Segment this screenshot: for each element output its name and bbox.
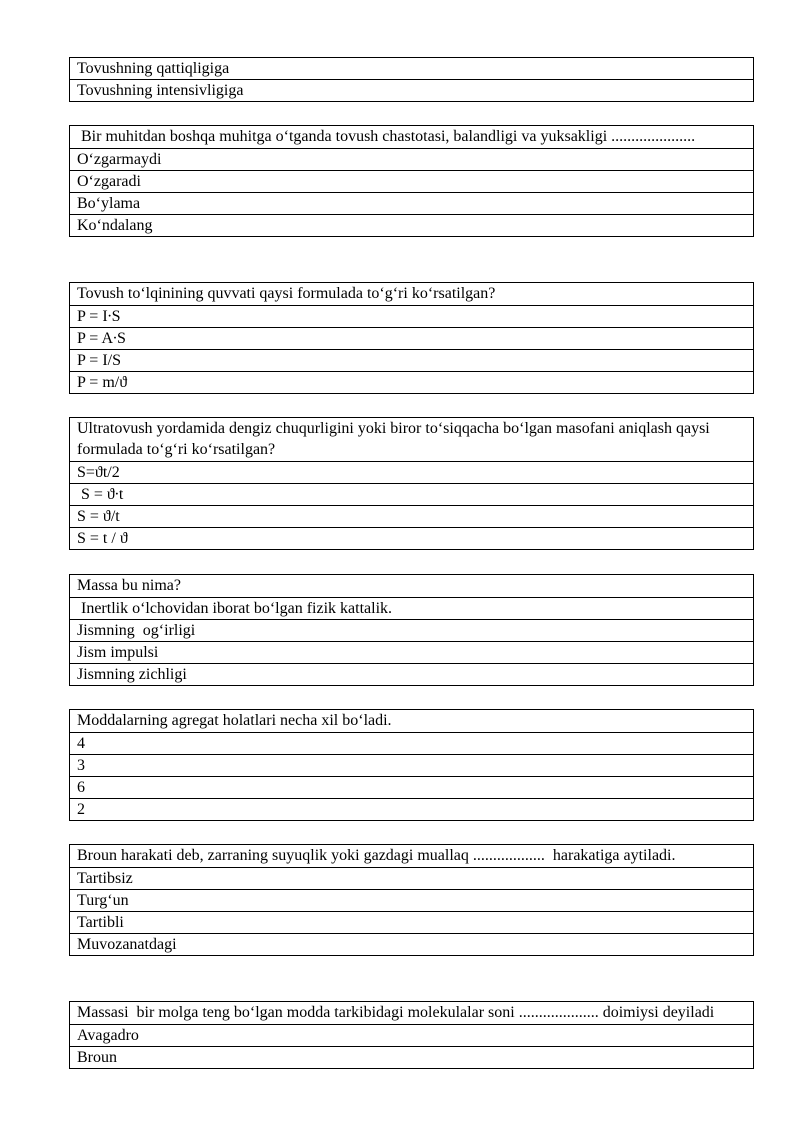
question-block-1: [69, 57, 754, 102]
question-block-7: [69, 844, 754, 956]
answer-option: Tartibsiz: [70, 868, 754, 890]
answer-option: Avagadro: [70, 1025, 754, 1047]
answer-option: 3: [70, 755, 754, 777]
answer-option: O‘zgarmaydi: [70, 149, 754, 171]
answer-option: Bo‘ylama: [70, 193, 754, 215]
question-block-6: [69, 709, 754, 821]
answer-option: Turg‘un: [70, 890, 754, 912]
answer-option: Broun: [70, 1047, 754, 1069]
answer-option: Tovushning intensivligiga: [70, 80, 754, 102]
question-text: Ultratovush yordamida dengiz chuqurligini yoki biror to‘siqqacha bo‘lgan masofani aniqlash qaysi formulada to‘g‘ri ko‘rsatilgan?: [70, 418, 754, 462]
answer-option: P = I∙S: [70, 306, 754, 328]
question-block-2: [69, 125, 754, 237]
answer-option: P = A∙S: [70, 328, 754, 350]
answer-option: 6: [70, 777, 754, 799]
answer-option: Inertlik o‘lchovidan iborat bo‘lgan fizik kattalik.: [70, 598, 754, 620]
question-block-4: [69, 417, 754, 550]
question-block-3: [69, 282, 754, 394]
answer-option: Ko‘ndalang: [70, 215, 754, 237]
answer-option: Jismning zichligi: [70, 664, 754, 686]
answer-option: 2: [70, 799, 754, 821]
question-block-5: [69, 574, 754, 686]
answer-option: P = m/ϑ: [70, 372, 754, 394]
answer-option: O‘zgaradi: [70, 171, 754, 193]
question-block-8: [69, 1001, 754, 1069]
answer-option: Muvozanatdagi: [70, 934, 754, 956]
answer-option: S = t / ϑ: [70, 528, 754, 550]
question-text: Broun harakati deb, zarraning suyuqlik yoki gazdagi muallaq .................. harakatiga aytiladi.: [70, 845, 754, 868]
question-text: Massasi bir molga teng bo‘lgan modda tarkibidagi molekulalar soni .................... doimiysi deyiladi: [70, 1002, 754, 1025]
answer-option: Jismning og‘irligi: [70, 620, 754, 642]
answer-option: S = ϑ/t: [70, 506, 754, 528]
answer-option: S=ϑt/2: [70, 462, 754, 484]
question-text: Moddalarning agregat holatlari necha xil bo‘ladi.: [70, 710, 754, 733]
answer-option: Tartibli: [70, 912, 754, 934]
answer-option: Jism impulsi: [70, 642, 754, 664]
answer-option: Tovushning qattiqligiga: [70, 58, 754, 80]
answer-option: S = ϑ∙t: [70, 484, 754, 506]
answer-option: P = I/S: [70, 350, 754, 372]
question-text: Bir muhitdan boshqa muhitga o‘tganda tovush chastotasi, balandligi va yuksakligi .....................: [70, 126, 754, 149]
question-text: Tovush to‘lqinining quvvati qaysi formulada to‘g‘ri ko‘rsatilgan?: [70, 283, 754, 306]
question-text: Massa bu nima?: [70, 575, 754, 598]
answer-option: 4: [70, 733, 754, 755]
